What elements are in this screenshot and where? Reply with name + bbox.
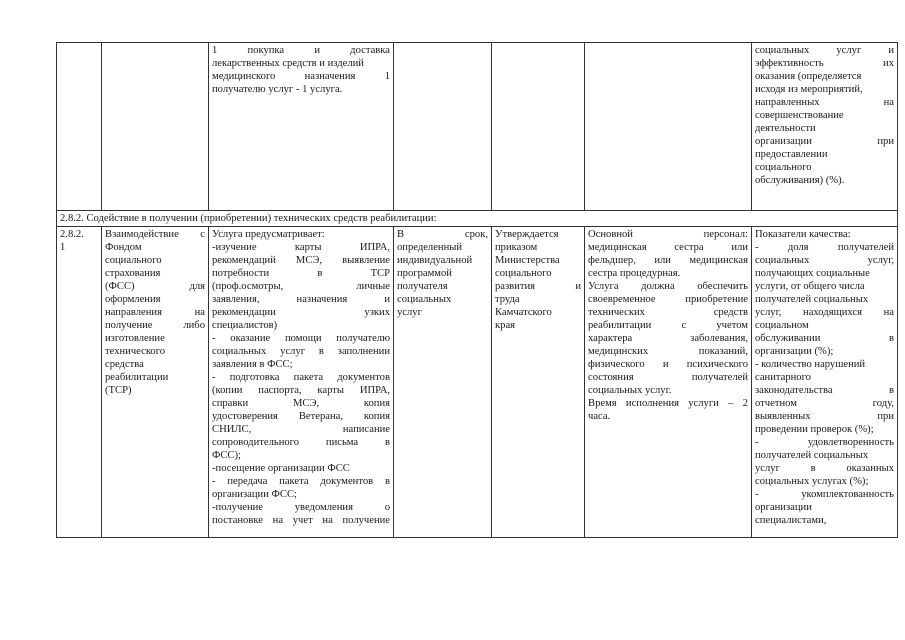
text-line: услуг <box>397 307 422 318</box>
cell-quality-indicators <box>752 43 898 211</box>
text-line: социального <box>755 162 812 173</box>
text-line: Камчатского <box>495 307 552 318</box>
cell-number <box>57 43 102 211</box>
text-line: организации при <box>755 136 894 147</box>
text-line: В срок, <box>397 229 488 240</box>
text-line: организации ФСС; <box>212 489 297 500</box>
cell-service-content <box>209 227 394 538</box>
text-line: программой <box>397 268 452 279</box>
text-line: 1 покупка и доставка <box>212 45 390 56</box>
text-line: определенный <box>397 242 463 253</box>
text-line: социальных услуг. <box>588 385 672 396</box>
text-line: социальных услуг, <box>755 255 894 266</box>
table-row-service <box>57 227 898 538</box>
section-title: 2.8.2. Содействие в получении (приобретении) технических средств реабилитации: <box>57 211 898 227</box>
text-line: - удовлетворенность <box>755 437 894 448</box>
text-line: проведении проверок (%); <box>755 424 874 435</box>
text-line: (ФСС) для <box>105 281 205 292</box>
text-line: социальных услугах (%); <box>755 476 869 487</box>
text-line: Утверждается <box>495 229 559 240</box>
text-line: Взаимодействие с <box>105 229 205 240</box>
text-line: получающих социальные <box>755 268 870 279</box>
text-line: постановке на учет на получение <box>212 515 390 526</box>
text-line: социального <box>105 255 162 266</box>
text-line: специалистов) <box>212 320 278 331</box>
text-line: - подготовка пакета документов <box>212 372 390 383</box>
text-line: эффективность их <box>755 58 894 69</box>
text-line: СНИЛС, написание <box>212 424 390 435</box>
text-line: организации <box>755 502 812 513</box>
text-line: обслуживания) (%). <box>755 175 845 186</box>
text-line: социальных услуг в заполнении <box>212 346 390 357</box>
text-line: -получение уведомления о <box>212 502 390 513</box>
text-line: получателей социальных <box>755 450 869 461</box>
text-line: средства <box>105 359 144 370</box>
cell-term <box>394 227 492 538</box>
text-line: (ТСР) <box>105 385 132 396</box>
text-line: направления на <box>105 307 205 318</box>
text-line: сестра процедурная. <box>588 268 681 279</box>
cell-cost <box>492 43 585 211</box>
text-line: -посещение организации ФСС <box>212 463 350 474</box>
cell-number <box>57 227 102 538</box>
text-line: края <box>495 320 516 331</box>
text-line: реабилитации <box>105 372 169 383</box>
text-line: ФСС); <box>212 450 241 461</box>
text-line: совершенствование <box>755 110 844 121</box>
text-line: -изучение карты ИПРА, <box>212 242 390 253</box>
text-line: фельдшер, или медицинская <box>588 255 748 266</box>
text-line: физического и психического <box>588 359 748 370</box>
text-line: - укомплектованность <box>755 489 894 500</box>
text-line: рекомендации узких <box>212 307 390 318</box>
text-line: развития и <box>495 281 581 292</box>
text-line: медицинских показаний, <box>588 346 748 357</box>
text-line: - доля получателей <box>755 242 894 253</box>
cell-conditions <box>585 227 752 538</box>
text-line: направленных на <box>755 97 894 108</box>
text-line: медицинская сестра или <box>588 242 748 253</box>
text-line: справки МСЭ, копия <box>212 398 390 409</box>
text-line: технических средств <box>588 307 748 318</box>
text-line: индивидуальной <box>397 255 473 266</box>
text-line: специалистами, <box>755 515 827 526</box>
text-line: Основной персонал: <box>588 229 748 240</box>
text-line: Показатели качества: <box>755 229 851 240</box>
services-table <box>56 42 898 538</box>
text-line: рекомендаций МСЭ, выявление <box>212 255 390 266</box>
text-line: оформления <box>105 294 161 305</box>
text-line: приказом <box>495 242 538 253</box>
text-line: оказания (определяется <box>755 71 862 82</box>
text-line: потребности в ТСР <box>212 268 390 279</box>
text-line: - количество нарушений <box>755 359 866 370</box>
text-line: состояния получателей <box>588 372 748 383</box>
text-line: обслуживании в <box>755 333 894 344</box>
text-line: (копии паспорта, карты ИПРА, <box>212 385 390 396</box>
text-line: - передача пакета документов в <box>212 476 390 487</box>
text-line: удостоверения Ветерана, копия <box>212 411 390 422</box>
cell-name <box>102 227 209 538</box>
text-line: предоставлении <box>755 149 828 160</box>
text-line: получателя <box>397 281 448 292</box>
text-line: отчетном году, <box>755 398 894 409</box>
text-line: социальном <box>755 320 809 331</box>
text-line: социальных услуг и <box>755 45 894 56</box>
text-line: Фондом <box>105 242 142 253</box>
text-line: исходя из мероприятий, <box>755 84 863 95</box>
text-line: получателей социальных <box>755 294 869 305</box>
text-line: Время исполнения услуги – 2 <box>588 398 748 409</box>
text-line: заявления в ФСС; <box>212 359 293 370</box>
text-line: услуг, находящихся на <box>755 307 894 318</box>
text-line: санитарного <box>755 372 811 383</box>
text-line: заявления, назначения и <box>212 294 390 305</box>
text-line: 2.8.2. <box>60 229 84 240</box>
table-row-continuation <box>57 43 898 211</box>
text-line: - оказание помощи получателю <box>212 333 390 344</box>
text-line: социального <box>495 268 552 279</box>
text-line: страхования <box>105 268 161 279</box>
text-line: характера заболевания, <box>588 333 748 344</box>
text-line: (проф.осмотры, личные <box>212 281 390 292</box>
text-line: лекарственных средств и изделий <box>212 58 364 69</box>
text-line: услуг в оказанных <box>755 463 894 474</box>
text-line: изготовление <box>105 333 165 344</box>
text-line: реабилитации с учетом <box>588 320 748 331</box>
cell-conditions <box>585 43 752 211</box>
text-line: своевременное приобретение <box>588 294 748 305</box>
text-line: социальных <box>397 294 452 305</box>
cell-service-content <box>209 43 394 211</box>
text-line: медицинского назначения 1 <box>212 71 390 82</box>
cell-quality-indicators <box>752 227 898 538</box>
text-line: 1 <box>60 242 66 253</box>
text-line: технического <box>105 346 166 357</box>
text-line: Министерства <box>495 255 560 266</box>
text-line: услуги, от общего числа <box>755 281 865 292</box>
text-line: организации (%); <box>755 346 834 357</box>
text-line: Услуга должна обеспечить <box>588 281 748 292</box>
cell-name <box>102 43 209 211</box>
text-line: выявленных при <box>755 411 894 422</box>
text-line: Услуга предусматривает: <box>212 229 325 240</box>
text-line: деятельности <box>755 123 816 134</box>
text-line: часа. <box>588 411 611 422</box>
text-line: получателю услуг - 1 услуга. <box>212 84 343 95</box>
text-line: труда <box>495 294 520 305</box>
text-line: законодательства в <box>755 385 894 396</box>
cell-term <box>394 43 492 211</box>
section-header-row <box>57 211 898 227</box>
text-line: получение либо <box>105 320 205 331</box>
cell-cost <box>492 227 585 538</box>
text-line: сопроводительного письма в <box>212 437 390 448</box>
